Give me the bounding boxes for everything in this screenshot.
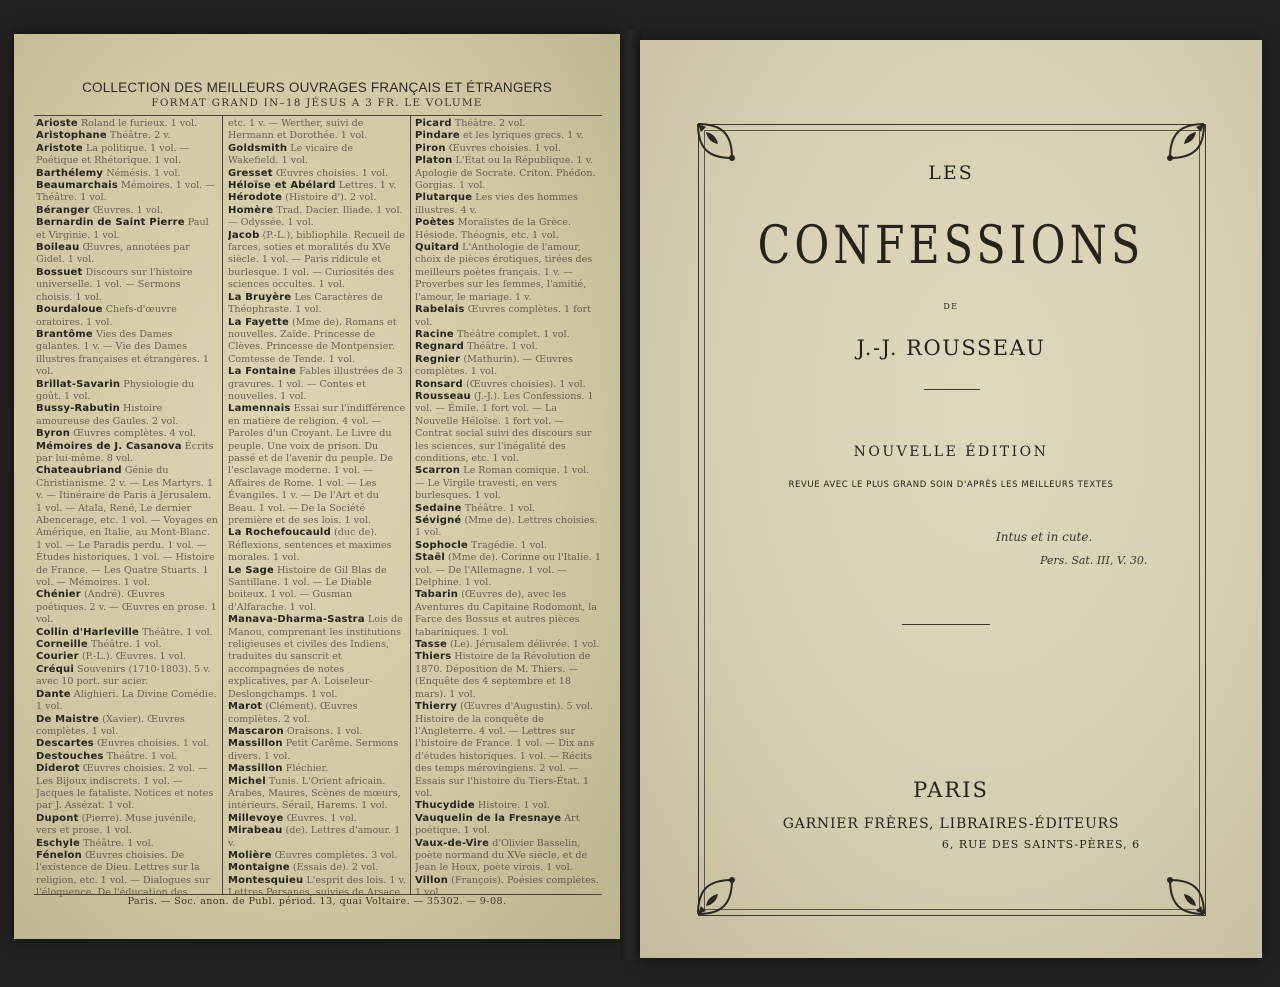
works-list: (J.-J.). Les Confessions. 1 vol. — Émile. 1 fort vol. — La Nouvelle Héloïse. 1 fort vol. — Contrat social suivi des discours sur les sciences, sur l'inégalité des conditions, etc. 1 vol. xyxy=(415,390,594,464)
catalogue-entry xyxy=(36,379,218,404)
catalogue-entry xyxy=(228,701,406,726)
author-name: Bussy-Rabutin xyxy=(36,403,120,415)
revision-note: REVUE AVEC LE PLUS GRAND SOIN D'APRÈS LES MEILLEURS TEXTES xyxy=(788,480,1114,490)
spine-gap xyxy=(620,30,642,960)
author-name: Eschyle xyxy=(36,837,80,849)
catalogue-entry xyxy=(36,763,218,813)
catalogue-entry xyxy=(415,515,601,540)
works-list: Œuvres choisies. 2 vol. — Les Bijoux indiscrets. 1 vol. — Jacques le fataliste. Notices et notes par J. Assézat. 1 vol. xyxy=(36,763,214,812)
author-name: Michel xyxy=(228,775,266,787)
catalogue-entry xyxy=(36,651,218,663)
catalogue-entry xyxy=(228,813,406,825)
works-list: (Œuvres d'Augustin). 5 vol. Histoire de la conquête de l'Angleterre. 4 vol. — Lettres sur l'histoire de France. 1 vol. — Dix ans d'études historiques. 1 vol. — Récits des temps mérovingiens. 2 vol. — Essais sur l'histoire du Tiers-État. 1 vol. xyxy=(415,701,595,799)
works-list: Discours sur l'histoire universelle. 1 vol. — Sermons choisis. 1 vol. xyxy=(36,266,193,303)
author-name: Sophocle xyxy=(415,539,468,551)
catalogue-entry xyxy=(415,341,601,353)
author-name: Béranger xyxy=(36,204,90,216)
author-name: Fénelon xyxy=(36,849,82,861)
author-name: Créqui xyxy=(36,663,74,675)
author-name: Gresset xyxy=(228,167,273,179)
title-page xyxy=(640,40,1262,958)
catalogue-entry xyxy=(228,168,406,180)
catalogue-entry xyxy=(228,403,406,527)
back-cover-page xyxy=(14,34,620,939)
catalogue-entry xyxy=(228,230,406,292)
author-name: Massillon xyxy=(228,738,283,750)
catalogue-entry xyxy=(415,800,601,812)
catalogue-entry xyxy=(228,738,406,763)
author-name: Rousseau xyxy=(415,390,471,402)
author-name: Regnard xyxy=(415,341,464,353)
catalogue-entry xyxy=(36,738,218,750)
catalogue-entry xyxy=(228,763,406,775)
catalogue-entry xyxy=(415,540,601,552)
author-name: La Rochefoucauld xyxy=(228,527,331,539)
title-de: DE xyxy=(943,302,959,311)
catalogue-entry xyxy=(228,614,406,701)
author-name: Brillat-Savarin xyxy=(36,378,121,390)
works-list: Histoire de la Révolution de 1870. Déposition de M. Thiers. — (Enquête des 4 septembre et 18 mars). 1 vol. xyxy=(415,651,591,700)
author-name: Beaumarchais xyxy=(36,180,118,192)
author-name: Quitard xyxy=(415,242,460,254)
works-list: (Histoire d'). 2 vol. xyxy=(285,192,377,204)
catalogue-entry xyxy=(36,689,218,714)
author-name: Boileau xyxy=(36,242,80,254)
catalogue-entry xyxy=(36,205,218,217)
author-name: Montaigne xyxy=(228,862,290,874)
catalogue-entry xyxy=(36,441,218,466)
catalogue-entry xyxy=(36,304,218,329)
works-list: L'État ou la République. 1 v. Apologie de Socrate. Criton. Phédon. Gorgias. 1 vol. xyxy=(415,155,596,192)
author-name: Barthélemy xyxy=(36,167,104,179)
works-list: Théâtre. 1 vol. xyxy=(464,502,536,514)
works-list: Trad. Dacier. Iliade. 1 vol. — Odyssée. 1 vol. xyxy=(228,204,403,229)
author-name: Chateaubriand xyxy=(36,465,122,477)
works-list: Souvenirs (1710-1803). 5 v. avec 10 port. sur acier. xyxy=(36,663,211,688)
works-list: Les Caractères de Théophraste. 1 vol. xyxy=(228,291,383,316)
works-list: Théâtre. 1 vol. xyxy=(83,837,154,849)
author-name: Mémoires de J. Casanova xyxy=(36,440,182,452)
author-name: Bossuet xyxy=(36,266,83,278)
catalogue-entry xyxy=(415,329,601,341)
catalogue-entry xyxy=(415,379,601,391)
catalogue-entry xyxy=(36,217,218,242)
author-name: Molière xyxy=(228,849,272,861)
works-list: Œuvres choisies. De l'existence de Dieu. Lettres sur la religion, etc. 1 vol. — Dialogues sur l'éloquence. De l'éducation des xyxy=(36,849,210,898)
catalogue-entry xyxy=(415,242,601,304)
works-list: Œuvres. 1 vol. xyxy=(286,812,357,824)
catalogue-entry xyxy=(228,205,406,230)
column-divider xyxy=(410,116,411,894)
author-name: Corneille xyxy=(36,639,88,651)
catalogue-entry xyxy=(228,143,406,168)
catalogue-entry xyxy=(415,192,601,217)
works-list: Théâtre. 2 vol. xyxy=(454,118,526,129)
author-name: Vauquelin de la Fresnaye xyxy=(415,812,562,824)
works-list: Fables illustrées de 3 gravures. 1 vol. — Contes et nouvelles. 1 vol. xyxy=(228,366,403,402)
catalogue-entry xyxy=(415,391,601,465)
printer-footer: Paris. — Soc. anon. de Publ. périod. 13, quai Voltaire. — 35302. — 9-08. xyxy=(127,896,507,907)
author-name: Poètes xyxy=(415,217,455,229)
works-list: Le vicaire de Wakefield. 1 vol. xyxy=(228,142,354,167)
catalogue-entry xyxy=(228,776,406,813)
works-list: Fléchier. xyxy=(285,763,329,775)
catalogue-entry xyxy=(415,304,601,329)
epigraph-source: Pers. Sat. III, V. 30. xyxy=(1040,554,1148,567)
works-list: (Œuvres choisies). 1 vol. xyxy=(465,378,586,390)
author-name: Tasse xyxy=(415,639,447,651)
works-list: Oraisons. 1 vol. xyxy=(286,725,363,737)
author-name: Aristote xyxy=(36,142,83,154)
works-list: Petit Carême. Sermons divers. 1 vol. xyxy=(228,738,399,762)
works-list: Œuvres choisies. 1 vol. xyxy=(448,142,562,154)
author-name: Thiers xyxy=(415,651,452,663)
catalogue-entry xyxy=(36,168,218,180)
catalogue-entry xyxy=(228,850,406,862)
author-name: Massillon xyxy=(228,763,283,775)
short-rule xyxy=(924,389,980,390)
works-list: (Mme de). Corinne ou l'Italie. 1 vol. — De l'Allemagne. 1 vol. — Delphine. 1 vol. xyxy=(415,552,601,589)
publisher-name: GARNIER FRÈRES, LIBRAIRES-ÉDITEURS xyxy=(782,816,1120,832)
middle-rule xyxy=(902,624,990,625)
author-name: Le Sage xyxy=(228,564,274,576)
catalogue-entry xyxy=(36,751,218,763)
author-name: Diderot xyxy=(36,763,80,775)
works-list: (Œuvres de), avec les Aventures du Capitaine Rodomont, la Farce des Bossus et autres pièces tabariniques. 1 vol. xyxy=(415,589,597,638)
author-name: Destouches xyxy=(36,750,104,762)
works-list: Écrits par lui-même. 8 vol. xyxy=(36,440,214,464)
works-list: Vies des Dames galantes. 1 v. — Vie des Dames illustres françaises et étrangères. 1 vol. xyxy=(36,328,209,378)
epigraph: Intus et in cute. xyxy=(996,530,1093,544)
works-list: (P.-L.), bibliophile. Recueil de farces, soties et moralités du XVe siècle. 1 vol. — Paris ridicule et burlesque. 1 vol. — Curiosités des sciences occultes. 1 vol. xyxy=(228,229,405,291)
catalogue-entry xyxy=(415,813,601,838)
author-name: Goldsmith xyxy=(228,142,288,154)
author-name: De Maistre xyxy=(36,713,100,725)
works-list: Alighieri. La Divine Comédie. 1 vol. xyxy=(36,688,217,713)
collection-header: COLLECTION DES MEILLEURS OUVRAGES FRANÇAIS ET ÉTRANGERS xyxy=(82,80,552,95)
works-list: (Le). Jérusalem délivrée. 1 vol. xyxy=(450,639,600,651)
author-name: La Bruyère xyxy=(228,291,292,303)
works-list: etc. 1 v. — Werther, suivi de Hermann et Dorothée. 1 vol. xyxy=(228,118,368,142)
catalogue-entry xyxy=(36,813,218,838)
author-name: Jacob xyxy=(228,229,260,241)
corner-ornament-icon xyxy=(1152,862,1210,920)
catalogue-entry xyxy=(415,651,601,701)
catalogue-entry xyxy=(36,428,218,440)
catalogue-entry xyxy=(228,192,406,204)
catalogue-entry xyxy=(228,726,406,738)
catalogue-column-3 xyxy=(415,118,601,898)
author-name: Platon xyxy=(415,155,453,167)
author-name: Thucydide xyxy=(415,800,475,812)
works-list: (François). Poésies complètes. 1 vol. xyxy=(415,874,599,898)
catalogue-entry xyxy=(36,143,218,168)
catalogue-entry xyxy=(36,465,218,589)
works-list: Histoire. 1 vol. xyxy=(477,800,550,812)
author-name: Regnier xyxy=(415,353,461,365)
catalogue-entry xyxy=(36,329,218,379)
catalogue-entry xyxy=(36,180,218,205)
author-name: Dupont xyxy=(36,812,79,824)
catalogue-entry xyxy=(36,838,218,850)
catalogue-entry xyxy=(228,118,406,143)
author-name: Dante xyxy=(36,688,71,700)
works-list: Le Roman comique. 1 vol. — Le Virgile travesti, en vers burlesques. 1 vol. xyxy=(415,465,590,502)
catalogue-entry xyxy=(415,589,601,639)
author-name: Villon xyxy=(415,874,449,886)
author-name: Mascaron xyxy=(228,725,284,737)
works-list: Tragédie. 1 vol. xyxy=(471,539,548,551)
works-list: L'Anthologie de l'amour, choix de pièces érotiques, tirées des meilleurs poètes français. 1 v. — Proverbes sur les femmes, l'amitié, l'amour, le mariage. 1 v. xyxy=(415,242,593,303)
catalogue-entry xyxy=(415,465,601,502)
format-subheader: FORMAT GRAND IN–18 JÉSUS A 3 FR. LE VOLUME xyxy=(151,97,483,109)
works-list: Lois de Manou, comprenant les institutions religieuses et civiles des Indiens, traduites du sanscrit et accompagnées de notes explicatives, par A. Loiseleur-Deslongchamps. 1 vol. xyxy=(228,614,403,700)
works-list: Théâtre. 1 vol. xyxy=(467,341,538,353)
author-name: Tabarin xyxy=(415,589,459,601)
author-name: La Fontaine xyxy=(228,366,297,378)
works-list: Roland le furieux. 1 vol. xyxy=(80,118,198,129)
works-list: Histoire amoureuse des Gaules. 2 vol. xyxy=(36,403,179,427)
works-list: Chefs-d'œuvre oratoires. 1 vol. xyxy=(36,304,177,328)
catalogue-entry xyxy=(228,317,406,367)
catalogue-entry xyxy=(415,354,601,379)
author-name: Descartes xyxy=(36,738,94,750)
catalogue-entry xyxy=(415,143,601,155)
works-list: L'esprit des lois. 1 v. Lettres Persanes, suivies de Arsace xyxy=(228,874,406,898)
works-list: Œuvres complètes. 3 vol. xyxy=(274,849,398,861)
works-list: (Mme de). Romans et nouvelles. Zaïde. Princesse de Clèves. Princesse de Montpensier. Comtesse de Tende. 1 vol. xyxy=(228,316,397,365)
works-list: Œuvres complètes. 4 vol. xyxy=(73,428,197,440)
header-rule xyxy=(34,115,602,116)
author-name: Lamennais xyxy=(228,403,291,415)
catalogue-entry xyxy=(36,242,218,267)
works-list: Théâtre. 2 v. xyxy=(109,130,171,142)
catalogue-entry xyxy=(415,130,601,142)
catalogue-entry xyxy=(36,267,218,304)
works-list: (de). Lettres d'amour. 1 v. xyxy=(228,825,401,849)
author-name: Sévigné xyxy=(415,515,462,526)
author-name: Manava-Dharma-Sastra xyxy=(228,614,365,626)
catalogue-entry xyxy=(36,639,218,651)
works-list: Théâtre complet. 1 vol. xyxy=(456,328,570,340)
author-name: Bourdaloue xyxy=(36,304,103,316)
author-name: J.-J. ROUSSEAU xyxy=(856,336,1046,360)
edition-label: NOUVELLE ÉDITION xyxy=(853,444,1049,460)
works-list: Essai sur l'indifférence en matière de religion. 4 vol. — Paroles d'un Croyant. Le Livre du peuple. Une voix de prison. Du passé et de l'avenir du peuple. De l'esclavage moderne. 1 vol. — Affaires de Rome. 1 vol. — Les Évangiles. 1 v. — De l'Art et du Beau. 1 vol. — De la Société première et de ses lois. 1 vol. xyxy=(228,403,406,526)
works-list: (Mathurin). — Œuvres complètes. 1 vol. xyxy=(415,353,573,378)
works-list: d'Olivier Basselin, poète normand du XVe siècle, et de Jean le Houx, poète virois. 1 vol. xyxy=(415,837,588,874)
author-name: Byron xyxy=(36,428,71,440)
author-name: Ronsard xyxy=(415,378,463,390)
works-list: (Clément). Œuvres complètes. 2 vol. xyxy=(228,701,358,725)
works-list: Mémoires. 1 vol. — Théâtre. 1 vol. xyxy=(36,180,215,204)
works-list: Moralistes de la Grèce. Hésiode. Théognis, etc. 1 vol. xyxy=(415,217,571,241)
catalogue-entry xyxy=(228,292,406,317)
works-list: (André). Œuvres poétiques. 2 v. — Œuvres en prose. 1 vol. xyxy=(36,589,217,626)
works-list: Génie du Christianisme. 2 v. — Les Martyrs. 1 v. — Itinéraire de Paris à Jérusalem. 1 vol. — Atala, René, Le dernier Abencerage, etc. 1 vol. — Voyages en Amérique, en Italie, au Mont-Blanc. 1 vol. — Le Paradis perdu. 1 vol. — Études historiques. 1 vol. — Histoire de France. — Les Quatre Stuarts. 1 vol. — Mémoires. 1 vol. xyxy=(36,465,218,589)
catalogue-column-2 xyxy=(228,118,406,898)
catalogue-entry xyxy=(415,118,601,130)
catalogue-entry xyxy=(228,862,406,874)
author-name: Sedaine xyxy=(415,502,462,514)
author-name: Héloïse et Abélard xyxy=(228,180,336,192)
works-list: Art poétique. 1 vol. xyxy=(415,812,580,837)
works-list: Œuvres complètes. 1 fort vol. xyxy=(415,304,591,328)
catalogue-entry xyxy=(228,825,406,850)
footer-rule xyxy=(34,894,602,895)
catalogue-entry xyxy=(36,130,218,142)
catalogue-entry xyxy=(415,639,601,651)
title-les: LES xyxy=(928,162,974,184)
author-name: Arioste xyxy=(36,118,78,129)
catalogue-entry xyxy=(36,589,218,626)
works-list: Théâtre. 1 vol. xyxy=(106,750,178,762)
author-name: Pindare xyxy=(415,130,460,142)
book-title: CONFESSIONS xyxy=(757,216,1145,276)
author-name: Scarron xyxy=(415,465,461,477)
catalogue-entry xyxy=(36,850,218,898)
author-name: Plutarque xyxy=(415,192,473,204)
works-list: Œuvres choisies. 1 vol. xyxy=(275,167,389,179)
author-name: Vaux-de-Vire xyxy=(415,837,490,849)
catalogue-entry xyxy=(415,503,601,515)
works-list: (P.-L.). Œuvres. 1 vol. xyxy=(81,651,186,663)
works-list: Œuvres. 1 vol. xyxy=(92,204,164,216)
catalogue-entry xyxy=(228,180,406,192)
author-name: Thierry xyxy=(415,701,457,713)
works-list: Némésis. 1 vol. xyxy=(106,167,181,179)
works-list: (Pierre). Muse juvénile, vers et prose. 1 vol. xyxy=(36,812,197,837)
author-name: Collin d'Harleville xyxy=(36,626,139,638)
works-list: Tunis. L'Orient africain. Arabes, Maures, Scènes de mœurs, intérieurs. Sérail, Harems. 1 vol. xyxy=(228,775,401,812)
works-list: et les lyriques grecs. 1 v. xyxy=(462,130,584,142)
catalogue-entry xyxy=(36,627,218,639)
author-name: Millevoye xyxy=(228,812,284,824)
catalogue-entry xyxy=(228,565,406,615)
catalogue-entry xyxy=(415,701,601,800)
works-list: Paul et Virginie. 1 vol. xyxy=(36,217,209,241)
author-name: Homère xyxy=(228,204,274,216)
author-name: Chénier xyxy=(36,589,81,601)
works-list: (Mme de). Lettres choisies. 1 vol. xyxy=(415,515,598,539)
author-name: Bernardin de Saint Pierre xyxy=(36,217,185,229)
works-list: (Essais de). 2 vol. xyxy=(292,862,379,874)
author-name: Racine xyxy=(415,328,454,340)
column-divider xyxy=(222,116,223,894)
catalogue-entry xyxy=(228,366,406,403)
author-name: Piron xyxy=(415,142,446,154)
works-list: Lettres. 1 v. xyxy=(338,180,397,192)
works-list: La politique. 1 vol. — Poétique et Rhétorique. 1 vol. xyxy=(36,142,190,167)
author-name: Rabelais xyxy=(415,304,465,316)
works-list: Physiologie du goût. 1 vol. xyxy=(36,378,195,402)
author-name: Picard xyxy=(415,118,452,129)
author-name: Marot xyxy=(228,701,263,713)
works-list: Œuvres, annotées par Gidel. 1 vol. xyxy=(36,242,190,266)
author-name: Brantôme xyxy=(36,328,93,340)
author-name: Aristophane xyxy=(36,130,107,142)
publication-city: PARIS xyxy=(913,778,989,802)
catalogue-entry xyxy=(36,403,218,428)
works-list: Œuvres choisies. 1 vol. xyxy=(97,738,210,750)
author-name: Staël xyxy=(415,552,445,564)
catalogue-entry xyxy=(36,664,218,689)
author-name: Mirabeau xyxy=(228,825,283,837)
catalogue-entry xyxy=(36,118,218,130)
catalogue-entry xyxy=(415,552,601,589)
author-name: Montesquieu xyxy=(228,874,304,886)
catalogue-column-1 xyxy=(36,118,218,898)
catalogue-entry xyxy=(415,155,601,192)
publisher-address: 6, RUE DES SAINTS-PÈRES, 6 xyxy=(941,838,1141,851)
corner-ornament-icon xyxy=(692,862,750,920)
works-list: Théâtre. 1 vol. xyxy=(90,639,162,651)
works-list: Les vies des hommes illustres. 4 v. xyxy=(415,192,578,216)
author-name: Hérodote xyxy=(228,192,283,204)
works-list: (Xavier). Œuvres complètes. 1 vol. xyxy=(36,713,185,737)
catalogue-entry xyxy=(415,217,601,242)
works-list: Histoire de Gil Blas de Santillane. 1 vol. — Le Diable boiteux. 1 vol. — Gusman d'Alfarache. 1 vol. xyxy=(228,564,387,613)
catalogue-entry xyxy=(36,714,218,739)
author-name: La Fayette xyxy=(228,316,289,328)
works-list: (duc de). Réflexions, sentences et maximes morales. 1 vol. xyxy=(228,527,392,564)
catalogue-entry xyxy=(228,527,406,564)
catalogue-entry xyxy=(415,838,601,875)
author-name: Courier xyxy=(36,651,79,663)
works-list: Théâtre. 1 vol. xyxy=(142,626,213,638)
